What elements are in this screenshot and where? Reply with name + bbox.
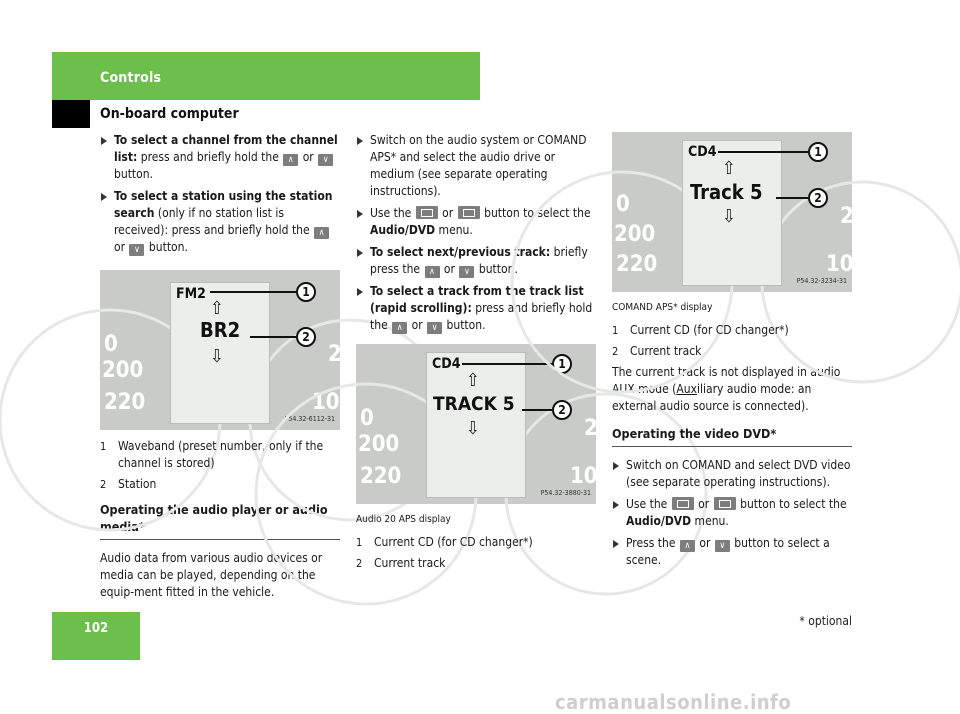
- instruction-bold: To select a channel from the channel list:: [114, 133, 338, 164]
- instruction-text: button to select the: [480, 206, 591, 220]
- back-key-icon: [416, 206, 438, 219]
- paragraph-text: The current track is not displayed in audio AUX mode (: [612, 365, 841, 396]
- legend-item: [612, 343, 852, 360]
- instruction-text: Switch on the audio system or COMAND APS* and select the audio drive or medium (see separate operating instructions).: [370, 133, 587, 198]
- instruction-text: press and briefly hold the: [370, 301, 593, 332]
- callout-number: 2: [808, 188, 828, 208]
- legend-number: 1: [612, 324, 619, 337]
- instruction-bullet: [100, 132, 340, 183]
- instruction-bullet: [612, 457, 852, 491]
- instruction-text: menu.: [691, 514, 729, 528]
- down-arrow-icon: ⇩: [210, 346, 224, 367]
- legend-text: Station: [118, 477, 157, 491]
- legend-item: [100, 438, 340, 472]
- cd-label: CD4: [688, 144, 717, 160]
- instruction-text: or: [408, 318, 427, 332]
- instruction-text: or: [299, 150, 318, 164]
- legend-number: 2: [356, 557, 363, 570]
- figure-legend: [356, 534, 596, 572]
- menu-name: Audio/DVD: [370, 223, 436, 237]
- instruction-bullet: [356, 244, 596, 278]
- subheading-video: Operating the video DVD*: [612, 425, 852, 447]
- up-key-icon: ∧: [425, 266, 440, 278]
- gauge-digit: 0: [104, 332, 118, 357]
- instruction-bold: To select a track from the track list (rapid scrolling):: [370, 284, 584, 315]
- up-key-icon: ∧: [314, 227, 329, 239]
- instruction-text: or: [440, 262, 459, 276]
- gauge-digit: 220: [104, 390, 146, 415]
- figure-legend: [612, 322, 852, 360]
- instruction-text: briefly press the: [370, 245, 588, 276]
- instruction-text: or: [438, 206, 457, 220]
- forward-key-icon: [714, 497, 736, 510]
- legend-text: Waveband (preset number, only if the channel is stored): [118, 439, 324, 470]
- instruction-bullet: [356, 205, 596, 239]
- cd-label: CD4: [432, 356, 461, 372]
- gauge-digit: 220: [360, 464, 402, 489]
- down-key-icon: ∨: [715, 540, 730, 552]
- callout-line: [776, 197, 808, 199]
- up-arrow-icon: ⇧: [466, 370, 480, 391]
- legend-item: [356, 555, 596, 572]
- instruction-bold: To select a station using the station search: [114, 189, 333, 220]
- instruction-text: press and briefly hold the: [137, 150, 283, 164]
- gauge-digit: 200: [358, 432, 400, 457]
- gauge-digit: 220: [616, 252, 658, 277]
- instruction-text: button.: [443, 318, 486, 332]
- instruction-bold: To select next/previous track:: [370, 245, 551, 259]
- column-1: [100, 132, 340, 607]
- instruction-text: Switch on COMAND and select DVD video (see separate operating instructions).: [626, 458, 851, 489]
- station-value: BR2: [200, 318, 241, 342]
- legend-item: [100, 476, 340, 493]
- up-arrow-icon: ⇧: [210, 298, 224, 319]
- instruction-text: Use the: [370, 206, 415, 220]
- instruction-bullet: [100, 188, 340, 256]
- legend-item: [356, 534, 596, 551]
- section-title: Controls: [100, 70, 162, 86]
- down-key-icon: ∨: [459, 266, 474, 278]
- callout-number: 1: [552, 354, 572, 374]
- audio20-display-figure: [356, 344, 596, 504]
- legend-text: Current track: [374, 556, 446, 570]
- up-key-icon: ∧: [283, 154, 298, 166]
- figure-code: P54.32-3880-31: [540, 489, 591, 497]
- callout-line: [210, 291, 296, 293]
- instruction-bullet: [356, 283, 596, 334]
- gauge-digit: 0: [616, 192, 630, 217]
- paragraph: Audio data from various audio devices or media can be played, depending on the equip-ment fitted in the vehicle.: [100, 551, 323, 599]
- instruction-text: button to select a scene.: [626, 536, 830, 567]
- track-value: Track 5: [690, 180, 763, 204]
- callout-line: [462, 363, 552, 365]
- up-key-icon: ∧: [392, 322, 407, 334]
- watermark: carmanualsonline.info: [555, 690, 792, 714]
- gauge-digit: 200: [614, 222, 656, 247]
- figure-code: P54.32-6112-31: [284, 415, 335, 423]
- figure-code: P54.32-3234-31: [796, 277, 847, 285]
- subheading-audio: Operating the audio player or audio media*: [100, 501, 340, 540]
- instruction-text: Use the: [626, 497, 671, 511]
- comand-display-figure: [612, 132, 852, 292]
- callout-number: 2: [552, 400, 572, 420]
- instruction-text: button.: [475, 262, 518, 276]
- page-heading: On-board computer: [100, 106, 239, 122]
- instruction-text: (only if no station list is received): press and briefly hold the: [114, 206, 314, 237]
- legend-number: 1: [356, 536, 363, 549]
- callout-line: [250, 336, 296, 338]
- legend-number: 2: [100, 478, 107, 491]
- gauge-digit: 2: [584, 416, 598, 441]
- legend-number: 2: [612, 345, 619, 358]
- down-key-icon: ∨: [427, 322, 442, 334]
- gauge-digit: 0: [360, 406, 374, 431]
- down-arrow-icon: ⇩: [466, 418, 480, 439]
- paragraph-text: iliary audio mode: an external audio source is connected).: [612, 382, 812, 413]
- instruction-text: or: [694, 497, 713, 511]
- back-key-icon: [672, 497, 694, 510]
- legend-item: [612, 322, 852, 339]
- column-3: [612, 132, 852, 574]
- instruction-text: menu.: [435, 223, 473, 237]
- legend-number: 1: [100, 440, 107, 453]
- instruction-text: Press the: [626, 536, 679, 550]
- waveband-label: FM2: [176, 286, 206, 302]
- callout-number: 2: [296, 327, 316, 347]
- down-key-icon: ∨: [129, 244, 144, 256]
- instruction-text: button.: [145, 240, 188, 254]
- forward-key-icon: [458, 206, 480, 219]
- callout-number: 1: [808, 142, 828, 162]
- gauge-digit: 10: [826, 252, 854, 277]
- legend-text: Current CD (for CD changer*): [374, 535, 533, 549]
- instruction-text: button.: [114, 167, 154, 181]
- down-key-icon: ∨: [318, 154, 333, 166]
- gauge-digit: 2: [840, 204, 854, 229]
- fm-display-figure: [100, 270, 340, 430]
- callout-line: [522, 409, 552, 411]
- instruction-text: button to select the: [736, 497, 847, 511]
- gauge-digit: 2: [328, 342, 342, 367]
- instruction-text: or: [114, 240, 129, 254]
- callout-line: [718, 151, 808, 153]
- track-value: TRACK 5: [433, 393, 515, 415]
- gauge-digit: 10: [312, 390, 340, 415]
- up-key-icon: ∧: [680, 540, 695, 552]
- column-2: [356, 132, 596, 576]
- figure-caption: Audio 20 APS display: [356, 514, 451, 525]
- up-arrow-icon: ⇧: [722, 158, 736, 179]
- legend-text: Current CD (for CD changer*): [630, 323, 789, 337]
- page-number: 102: [83, 621, 109, 636]
- footnote: * optional: [799, 614, 852, 628]
- page-number-box: [52, 612, 140, 660]
- figure-legend: [100, 438, 340, 493]
- callout-number: 1: [296, 282, 316, 302]
- instruction-text: or: [695, 536, 714, 550]
- instruction-bullet: [612, 535, 852, 569]
- menu-name: Audio/DVD: [626, 514, 692, 528]
- legend-text: Current track: [630, 344, 702, 358]
- down-arrow-icon: ⇩: [722, 206, 736, 227]
- header-marker: [52, 100, 90, 128]
- figure-caption: COMAND APS* display: [612, 302, 713, 313]
- instruction-bullet: [612, 496, 852, 530]
- aux-term: Aux: [676, 382, 697, 396]
- gauge-digit: 10: [570, 464, 598, 489]
- gauge-digit: 200: [102, 358, 144, 383]
